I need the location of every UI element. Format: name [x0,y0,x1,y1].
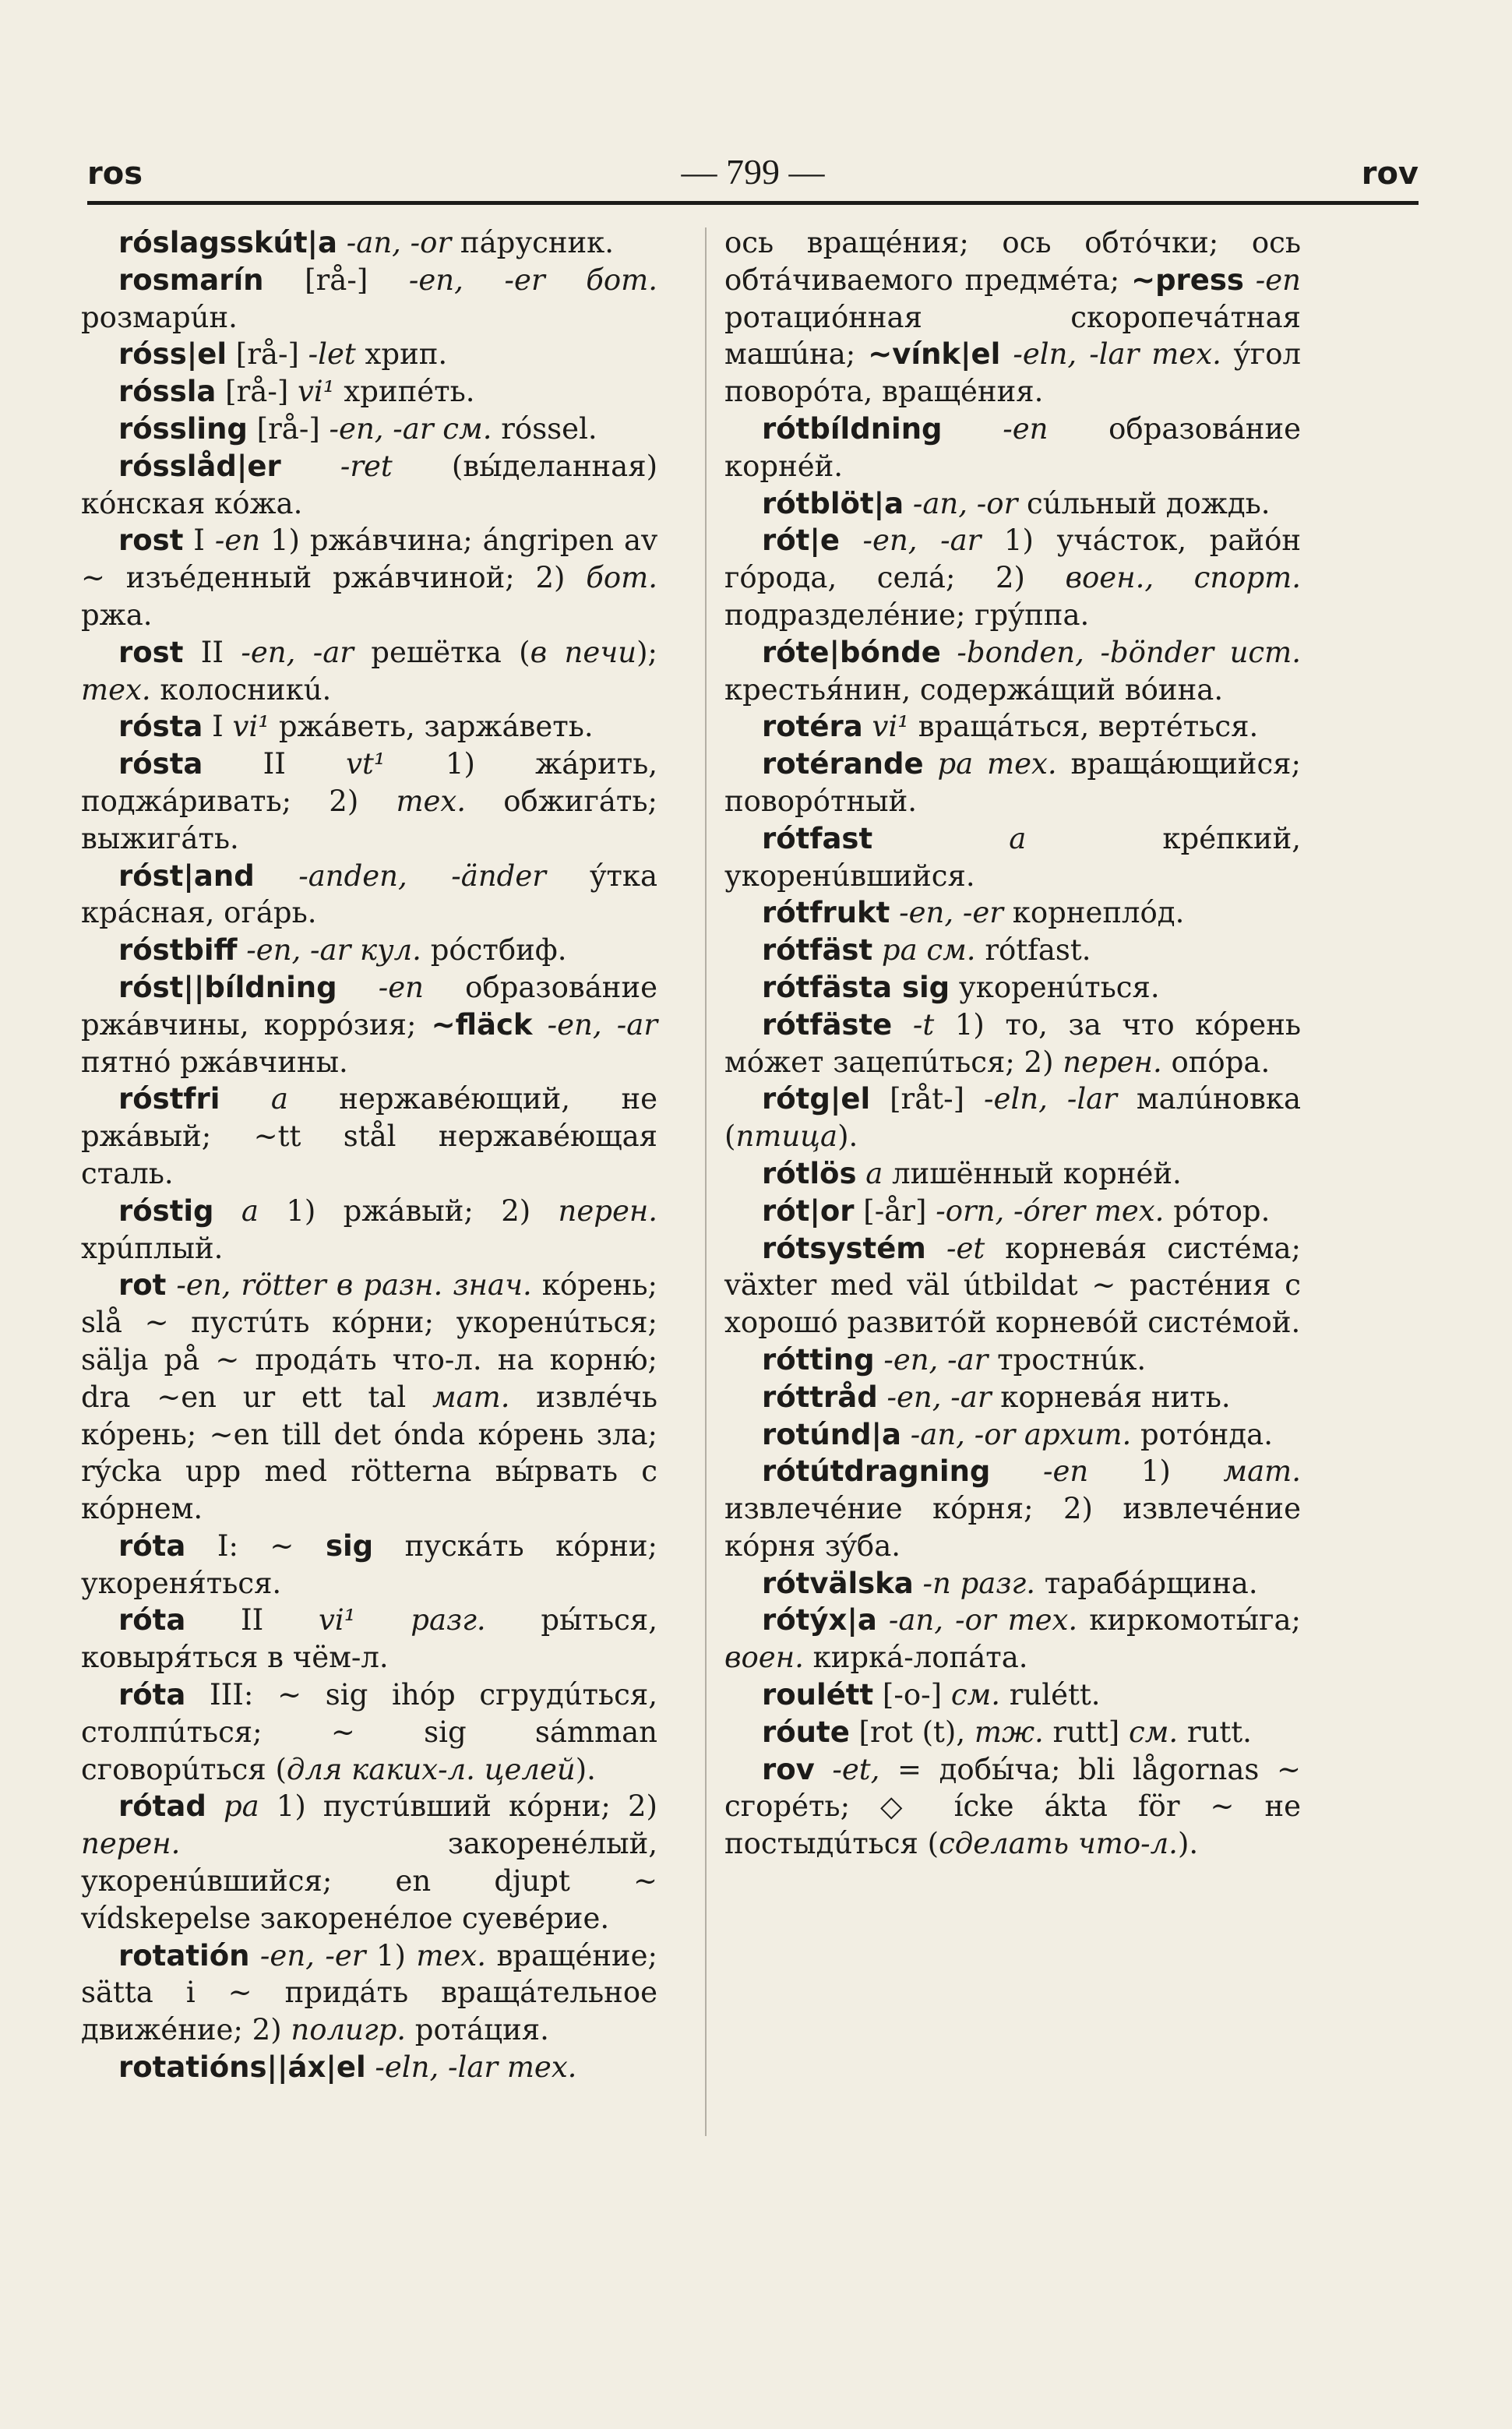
entry-text: розмарúн. [81,300,238,334]
entry-text: ротáция. [406,2013,549,2047]
entry-text: тростнúк. [988,1342,1147,1377]
entry-text: 1) пустúвший кóрни; 2) [259,1789,657,1824]
entry-italic-label: перен. [1063,1045,1162,1079]
column-divider [705,227,707,2136]
entry-italic-label: -en, -ar см. [329,411,492,446]
entry-headword: rótfast [762,821,873,855]
entry-text [892,1008,913,1042]
entry-italic-label: vi¹ [232,710,270,744]
entry-italic-label: перен. [558,1193,657,1228]
entry-italic-label: -an, -or тех. [888,1603,1078,1638]
entry-text: I: ~ [185,1528,326,1563]
entry-italic-label: -en [1003,411,1049,446]
dictionary-entry [724,1230,1301,1341]
entry-text [255,859,299,893]
entry-text: [rå-] [227,337,308,372]
entry-italic-label: полигр. [291,2013,407,2047]
entry-text [281,449,340,483]
entry-italic-label: -let [308,337,356,372]
entry-text: 1) учáсток, райóн гóрода, селá; 2) [724,524,1302,595]
entry-text: ); [636,635,657,669]
dictionary-entry [81,1676,657,1788]
entry-headword: rótg|el [762,1082,871,1116]
entry-text: ры́ться, ковыря́ться в чём-л. [81,1603,657,1675]
entry-text [863,710,872,743]
entry-italic-label: pa [223,1789,259,1824]
entry-text: укоренúться. [950,970,1160,1004]
entry-italic-label: vi¹ [298,375,335,409]
entry-italic-label: a [270,1082,288,1116]
entry-text: [rå-] [247,411,330,446]
entry-text: rutt] [1043,1715,1129,1749]
entry-headword: rótting [762,1342,875,1377]
right-column [724,224,1301,1863]
dictionary-entry [724,1007,1301,1081]
entry-text: rutt. [1178,1715,1252,1749]
entry-text [875,1343,884,1377]
entry-headword: rót|or [762,1193,855,1228]
entry-italic-label: -eln, -lar [984,1082,1117,1116]
entry-text [890,896,899,929]
entry-text [943,412,1003,446]
entry-text: ржáветь, заржáветь. [270,710,594,744]
entry-headword: róst|and [118,858,255,893]
entry-italic-label: -en, -ar [547,1007,658,1042]
entry-text [872,933,882,967]
entry-text [366,2050,375,2084]
entry-text: хрúплый. [81,1231,224,1265]
entry-headword: rótfäste [762,1007,893,1042]
entry-text [840,524,863,557]
entry-text: решётка ( [353,635,530,669]
entry-text: ). [575,1752,596,1786]
entry-headword: rótad [118,1789,206,1824]
entry-italic-label: -an, -or архит. [910,1417,1132,1451]
entry-text: [rot (t), [849,1715,975,1749]
entry-italic-label: -et [946,1231,985,1265]
entry-italic-label: перен. [81,1827,181,1861]
entry-italic-label: птица [735,1119,838,1154]
entry-headword: roulétt [762,1678,874,1712]
entry-text: ýгол поворóта, вращéния. [724,337,1302,409]
entry-headword: rótýx|a [762,1603,877,1638]
dictionary-entry [724,522,1301,633]
entry-text: róssel. [492,411,597,446]
dictionary-entry [724,1379,1301,1416]
entry-text: опóра. [1161,1045,1271,1079]
entry-headword: rotéra [762,710,863,744]
entry-subheadword: sig [325,1528,374,1563]
dictionary-entry [81,1788,657,1937]
entry-text: подразделéние; грýппа. [724,598,1090,632]
entry-italic-label: -eln, -lar тех. [375,2050,577,2085]
entry-italic-label: бот. [586,561,657,595]
entry-italic-label: см. [1128,1715,1179,1749]
entry-text: II [203,747,347,781]
page-header [87,152,1419,203]
entry-italic-label: тех. [416,1938,486,1972]
entry-headword: rotatións||áx|el [118,2050,366,2085]
dictionary-entry [81,1267,657,1528]
entry-headword: rov [762,1752,815,1786]
entry-text: III: ~ sig ihóp сгрудúться, столпúться; ~ sig sámman сговорúться ( [81,1678,657,1786]
entry-italic-label: -en, -er [259,1938,366,1972]
entry-headword: rótsystém [762,1231,926,1265]
entry-text: вращáющийся; поворóтный. [724,747,1301,818]
entry-italic-label: pa тех. [937,747,1057,781]
entry-italic-label: -en [1255,263,1301,297]
dictionary-entry [724,485,1301,523]
dictionary-entry [724,224,1301,411]
entry-text [249,1939,259,1972]
entry-headword: róslagsskút|a [118,226,337,259]
entry-italic-label: -ret [340,449,393,483]
entry-italic-label: мат. [432,1380,510,1414]
entry-text: сúльный дождь. [1017,486,1271,520]
entry-headword: róst||bíldning [118,970,337,1004]
entry-text [872,822,1009,855]
entry-italic-label: -anden, -änder [298,858,546,893]
entry-text: тарабáрщина. [1034,1566,1258,1600]
dictionary-entry [81,746,657,857]
entry-text: пáрусник. [451,226,615,259]
entry-text: корневáя нить. [991,1380,1231,1414]
entry-text: 1) [365,1938,417,1972]
entry-text: ). [1177,1827,1199,1861]
entry-headword: rost [118,635,184,669]
entry-italic-label: -et, [832,1752,880,1786]
entry-italic-label: -en, -ar [862,524,982,558]
entry-text [924,747,938,781]
dictionary-entry [724,820,1301,895]
entry-headword: róte|bónde [762,635,941,669]
entry-headword: róta [118,1678,186,1712]
dictionary-entry [724,1602,1301,1676]
entry-text [904,487,913,520]
entry-italic-label: сделать что-л. [939,1827,1178,1861]
entry-text: кóрень; slå ~ пустúть кóрни; укоренúться; sälja på ~ продáть что-л. на корню́; dra ~en ur ett tal [81,1268,658,1414]
dictionary-entry [81,224,657,262]
dictionary-entry [81,634,657,709]
entry-text: ýтка крáсная, огáрь. [81,858,657,930]
entry-headword: rost [118,524,184,558]
entry-text: [-år] [854,1193,936,1228]
dictionary-entry [724,1453,1301,1564]
entry-italic-label: -en [1043,1454,1089,1489]
entry-headword: rótútdragning [762,1454,991,1489]
dictionary-entry [724,969,1301,1007]
entry-italic-label: vi¹ [872,710,910,744]
entry-text [337,226,347,259]
entry-headword: rotúnd|a [762,1417,902,1451]
header-rule [87,201,1419,205]
dictionary-entry [81,1193,657,1267]
entry-text: извлечéние кóрня; 2) извлечéние кóрня зýба. [724,1492,1301,1563]
dictionary-entry [724,1416,1301,1454]
entry-text [214,1194,241,1228]
entry-text [1244,263,1256,297]
entry-italic-label: pa см. [881,933,976,968]
entry-text [941,636,957,669]
entry-text: образовáние ржáвчины, коррóзия; [81,970,657,1042]
entry-headword: róss|el [118,337,227,372]
header-right-guide-word: rov [1361,156,1419,192]
entry-subheadword: ~fläck [431,1007,533,1042]
entry-italic-label: -en [378,970,424,1004]
entry-text [815,1753,833,1786]
entry-text: rulétt. [1000,1678,1101,1712]
dictionary-entry [81,448,657,523]
entry-headword: rótbíldning [762,411,943,446]
entry-italic-label: -en, -ar [883,1342,989,1377]
entry-italic-label: мат. [1223,1454,1301,1489]
entry-text: корневáя систéма; växter med väl útbildat ~ растéния с хорошó развитóй корневóй систéмой. [724,1231,1301,1340]
entry-text: = добы́ча; bli lågornas ~ сгорéть; ◇ ícke ákta för ~ не постыдúться ( [724,1752,1301,1861]
entry-text [1000,337,1013,371]
entry-headword: rótlös [762,1156,857,1190]
entry-italic-label: см. [950,1678,1001,1712]
dictionary-entry [724,1714,1301,1751]
entry-text: rótfast. [975,933,1091,968]
entry-headword: rotérande [762,747,924,781]
entry-italic-label: -en, -ar [241,635,354,669]
dictionary-entry [81,969,657,1081]
entry-text [533,1008,548,1042]
entry-text: киркомоты́га; [1077,1603,1301,1638]
entry-text: вращéние; sätta i ~ придáть вращáтельное движéние; 2) [81,1938,657,2047]
entry-headword: róta [118,1528,186,1563]
entry-headword: róstig [118,1193,214,1228]
entry-text: закоренéлый, укоренúвшийся; en djupt ~ vídskepelse закоренéлое суевéрие. [81,1827,657,1935]
entry-headword: rótfrukt [762,896,890,930]
entry-text: извлéчь кóрень; ~en till det ónda кóрень зла; rýcka upp med rötterna вы́рвать с кóрнем. [81,1380,657,1526]
dictionary-entry [724,411,1301,485]
dictionary-entry [724,1676,1301,1714]
entry-text: ротóнда. [1131,1417,1273,1451]
entry-italic-label: для каких-л. целей [286,1752,576,1786]
entry-text: I [183,524,215,558]
entry-text [990,1454,1043,1488]
dictionary-entry [724,746,1301,820]
entry-headword: róstfri [118,1082,220,1116]
dictionary-entry [724,1081,1301,1155]
dictionary-entry [81,1528,657,1602]
entry-text: хрип. [355,337,448,372]
entry-text: малúновка ( [724,1082,1302,1154]
dictionary-entry [81,1081,657,1192]
dictionary-entry [81,411,657,448]
entry-text: ротациóнная скоропечáтная машúна; [724,300,1301,372]
entry-subheadword: ~vínk|el [868,337,1001,372]
entry-text: лишённый корнéй. [883,1156,1182,1190]
entry-italic-label: a [241,1193,259,1228]
entry-text: колосникú. [150,672,332,707]
entry-italic-label: -eln, -lar тех. [1013,337,1221,372]
header-left-guide-word: ros [87,156,143,192]
entry-italic-label: -en, -ar кул. [246,933,421,968]
entry-italic-label: vt¹ [346,747,386,781]
entry-text [901,1418,911,1451]
entry-text: нержавéющий, не ржáвый; ~tt stål нержавéющая сталь. [81,1082,657,1190]
entry-headword: róssling [118,411,248,446]
entry-text [206,1789,224,1823]
entry-text: [råt-] [870,1082,985,1116]
dictionary-entry [724,1155,1301,1193]
entry-text: 1) ржáвый; 2) [258,1193,559,1228]
entry-text: рóтор. [1164,1193,1271,1228]
entry-text: ось вращéния; ось обтóчки; ось обтáчиваемого предмéта; [724,226,1301,297]
entry-text: 1) ржáвчина; ángripen av ~ изъéденный ржáвчиной; 2) [81,524,657,595]
entry-headword: rósta [118,710,203,744]
entry-italic-label: воен., спорт. [1065,561,1301,595]
entry-italic-label: -en, -ar [886,1380,992,1414]
entry-text: [rå-] [216,375,298,409]
entry-italic-label: тех. [396,784,467,818]
entry-subheadword: ~press [1131,263,1244,297]
entry-text: корнеплóд. [1003,896,1185,930]
entry-text: ржа. [81,598,153,632]
entry-headword: rótvälska [762,1566,914,1600]
entry-text [856,1157,865,1190]
entry-text [337,971,379,1004]
left-column [81,224,657,2086]
dictionary-entry [81,2049,657,2086]
entry-text: пускáть кóрни; укореня́ться. [81,1528,657,1600]
entry-italic-label: воен. [724,1641,804,1675]
entry-text [926,1232,946,1265]
entry-italic-label: -en [214,524,261,558]
dictionary-entry [81,932,657,969]
entry-text: [-o-] [873,1678,951,1712]
entry-text: обжигáть; выжигáть. [81,784,657,855]
entry-italic-label: -an, -or [346,226,452,259]
entry-italic-label: -t [912,1007,935,1042]
entry-headword: rot [118,1268,167,1303]
entry-text: крестья́нин, содержáщий вóина. [724,672,1224,707]
dictionary-entry [81,373,657,411]
dictionary-entry [81,1937,657,2049]
dictionary-entry [81,1602,657,1676]
entry-italic-label: -en, -er бот. [408,263,657,297]
entry-text [878,1380,887,1414]
entry-text: рóстбиф. [421,933,567,968]
entry-italic-label: тех. [81,672,151,707]
entry-italic-label: -bonden, -bönder ист. [957,635,1301,669]
dictionary-entry [724,1565,1301,1602]
entry-text: 1) то, за что кóрень мóжет зацепúться; 2) [724,1007,1302,1079]
entry-text: II [185,1603,319,1638]
entry-italic-label: -n разг. [922,1566,1035,1600]
dictionary-entry [724,1341,1301,1379]
entry-text: (вы́деланная) кóнская кóжа. [81,449,657,520]
dictionary-entry [81,262,657,337]
entry-headword: róssla [118,375,217,409]
entry-headword: rótfästa sig [762,970,950,1004]
entry-headword: rotatión [118,1938,250,1972]
entry-text: I [203,710,233,744]
entry-text: хрипéть. [334,375,475,409]
entry-text [914,1567,923,1600]
entry-text: 1) [1088,1454,1224,1489]
dictionary-entry [724,1193,1301,1230]
dictionary-entry [81,858,657,932]
dictionary-entry [724,932,1301,969]
entry-headword: róute [762,1715,850,1749]
entry-italic-label: a [865,1156,883,1190]
entry-text: пятнó ржáвчины. [81,1045,348,1079]
entry-text [166,1268,176,1302]
entry-headword: rótfäst [762,933,873,968]
entry-text: крéпкий, укоренúвшийся. [724,821,1301,893]
dictionary-entry [724,894,1301,932]
entry-headword: róta [118,1603,186,1638]
dictionary-entry [81,708,657,746]
entry-italic-label: vi¹ разг. [319,1603,486,1638]
entry-text [238,933,247,967]
entry-italic-label: -en, -er [899,896,1003,930]
entry-italic-label: -an, -or [912,486,1018,520]
entry-text [877,1603,889,1637]
entry-headword: róstbiff [118,933,238,968]
entry-italic-label: -en, rötter в разн. знач. [176,1268,532,1303]
entry-text: [rå-] [263,263,409,297]
entry-headword: róttråd [762,1380,878,1414]
entry-text [220,1082,270,1116]
dictionary-entry [81,522,657,633]
entry-headword: rótblöt|a [762,486,904,520]
entry-text: образовáние корнéй. [724,411,1302,483]
dictionary-entry [724,1751,1301,1863]
entry-text: 1) жáрить, поджáривать; 2) [81,747,657,818]
entry-text: вращáться, вертéться. [909,710,1259,744]
dictionary-entry [724,634,1301,709]
entry-text: киркá-лопáта. [803,1641,1028,1675]
entry-headword: rosmarín [118,263,264,297]
entry-italic-label: -orn, -órer тех. [936,1193,1165,1228]
page-number: — 799 — [681,152,825,192]
entry-italic-label: тж. [974,1715,1044,1749]
entry-headword: rósslåd|er [118,449,281,483]
entry-text: ). [837,1119,858,1154]
entry-headword: rósta [118,747,203,781]
entry-headword: rót|e [762,524,840,558]
entry-text: II [183,635,241,669]
entry-italic-label: в печи [530,635,637,669]
dictionary-entry [81,336,657,373]
entry-italic-label: a [1009,821,1027,855]
dictionary-entry [724,708,1301,746]
